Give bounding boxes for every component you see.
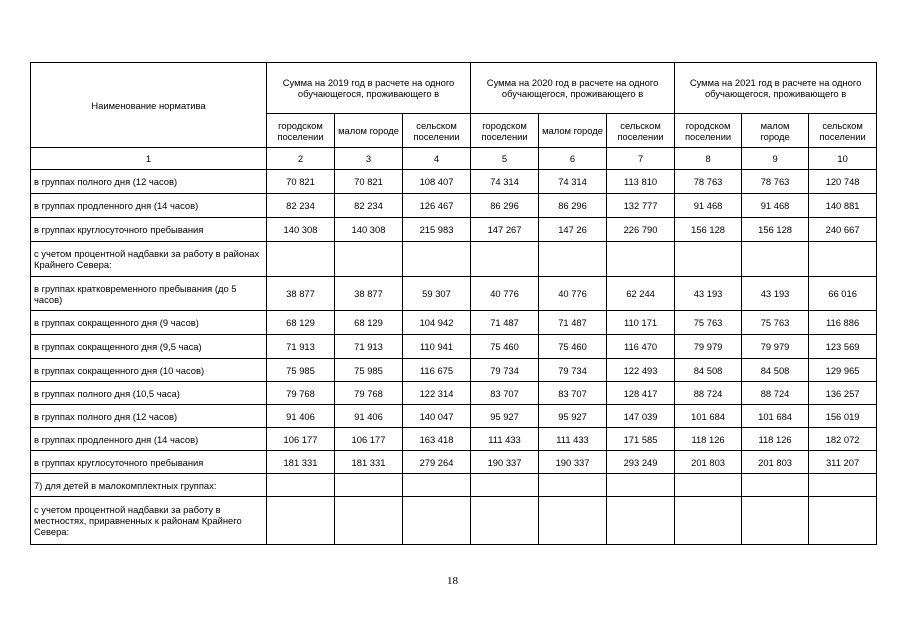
table-row: [31, 428, 877, 451]
normatives-table: [30, 62, 877, 545]
row-value: [471, 474, 539, 497]
row-value: 111 433: [471, 428, 539, 451]
row-value: [471, 242, 539, 277]
row-value: 126 467: [403, 194, 471, 218]
row-value: 116 470: [607, 335, 675, 359]
row-value: 132 777: [607, 194, 675, 218]
row-value: 74 314: [471, 170, 539, 194]
row-value: 79 734: [471, 359, 539, 382]
row-value: 110 171: [607, 311, 675, 335]
row-value: 201 803: [742, 451, 809, 474]
row-value: 82 234: [267, 194, 335, 218]
row-value: 129 965: [809, 359, 877, 382]
row-value: 226 790: [607, 218, 675, 242]
row-value: 147 26: [539, 218, 607, 242]
table-row: [31, 451, 877, 474]
row-value: 163 418: [403, 428, 471, 451]
row-value: 279 264: [403, 451, 471, 474]
row-value: [675, 474, 742, 497]
row-value: 181 331: [267, 451, 335, 474]
column-number-row: [31, 148, 877, 170]
row-value: 43 193: [742, 277, 809, 311]
row-name: в группах сокращенного дня (10 часов): [31, 359, 267, 382]
row-value: 147 039: [607, 405, 675, 428]
row-value: 91 406: [335, 405, 403, 428]
row-value: 104 942: [403, 311, 471, 335]
row-value: 111 433: [539, 428, 607, 451]
row-value: [809, 242, 877, 277]
header-sub-small-town: малом городе: [335, 114, 403, 148]
row-value: 75 460: [471, 335, 539, 359]
row-value: 62 244: [607, 277, 675, 311]
column-number: 3: [335, 148, 403, 170]
row-value: 75 763: [675, 311, 742, 335]
header-sub-rural: сельском поселении: [607, 114, 675, 148]
row-value: 116 886: [809, 311, 877, 335]
column-number: 2: [267, 148, 335, 170]
header-sub-small-town: малом городе: [742, 114, 809, 148]
row-value: 128 417: [607, 382, 675, 405]
row-value: [809, 497, 877, 545]
row-value: 75 763: [742, 311, 809, 335]
row-value: [335, 497, 403, 545]
row-value: 116 675: [403, 359, 471, 382]
table-row: [31, 170, 877, 194]
row-value: 70 821: [335, 170, 403, 194]
row-value: 95 927: [471, 405, 539, 428]
row-value: 79 979: [675, 335, 742, 359]
row-name: 7) для детей в малокомплектных группах:: [31, 474, 267, 497]
row-name: в группах полного дня (12 часов): [31, 405, 267, 428]
row-value: 136 257: [809, 382, 877, 405]
column-number: 10: [809, 148, 877, 170]
row-value: [267, 474, 335, 497]
header-group-2021: Сумма на 2021 год в расчете на одного обучающегося, проживающего в: [675, 63, 877, 114]
table-row: [31, 405, 877, 428]
row-name: в группах сокращенного дня (9 часов): [31, 311, 267, 335]
row-value: [742, 474, 809, 497]
row-value: 86 296: [539, 194, 607, 218]
row-value: 101 684: [675, 405, 742, 428]
row-value: 156 128: [742, 218, 809, 242]
row-value: 122 493: [607, 359, 675, 382]
row-value: 190 337: [471, 451, 539, 474]
column-number: 8: [675, 148, 742, 170]
row-value: 108 407: [403, 170, 471, 194]
row-value: 79 734: [539, 359, 607, 382]
row-value: 95 927: [539, 405, 607, 428]
row-name: в группах круглосуточного пребывания: [31, 451, 267, 474]
header-sub-urban: городском поселении: [471, 114, 539, 148]
row-value: 201 803: [675, 451, 742, 474]
row-value: 118 126: [742, 428, 809, 451]
row-value: [675, 497, 742, 545]
table-row: [31, 335, 877, 359]
row-value: 75 985: [335, 359, 403, 382]
header-group-2019: Сумма на 2019 год в расчете на одного обучающегося, проживающего в: [267, 63, 471, 114]
row-value: 40 776: [539, 277, 607, 311]
row-value: 91 468: [675, 194, 742, 218]
row-value: 68 129: [335, 311, 403, 335]
row-value: 71 913: [267, 335, 335, 359]
row-value: 78 763: [675, 170, 742, 194]
row-value: 84 508: [675, 359, 742, 382]
header-sub-urban: городском поселении: [675, 114, 742, 148]
row-value: 75 985: [267, 359, 335, 382]
table-row: [31, 382, 877, 405]
column-number: 9: [742, 148, 809, 170]
row-value: 88 724: [742, 382, 809, 405]
row-value: 91 406: [267, 405, 335, 428]
row-value: 156 128: [675, 218, 742, 242]
row-value: 88 724: [675, 382, 742, 405]
row-value: 118 126: [675, 428, 742, 451]
column-number: 5: [471, 148, 539, 170]
row-value: 66 016: [809, 277, 877, 311]
row-value: 84 508: [742, 359, 809, 382]
table-row: [31, 474, 877, 497]
row-value: [607, 474, 675, 497]
row-value: [471, 497, 539, 545]
row-value: 91 468: [742, 194, 809, 218]
row-value: 86 296: [471, 194, 539, 218]
row-name: в группах кратковременного пребывания (до 5 часов): [31, 277, 267, 311]
row-value: 140 308: [335, 218, 403, 242]
row-value: [675, 242, 742, 277]
row-value: 171 585: [607, 428, 675, 451]
row-name: в группах продленного дня (14 часов): [31, 194, 267, 218]
row-value: 79 768: [335, 382, 403, 405]
row-value: 106 177: [335, 428, 403, 451]
row-value: 122 314: [403, 382, 471, 405]
column-number: 6: [539, 148, 607, 170]
row-value: [267, 497, 335, 545]
row-value: 123 569: [809, 335, 877, 359]
column-number: 1: [31, 148, 267, 170]
header-sub-urban: городском поселении: [267, 114, 335, 148]
header-sub-rural: сельском поселении: [403, 114, 471, 148]
row-value: [539, 497, 607, 545]
row-value: 71 487: [539, 311, 607, 335]
row-value: 140 308: [267, 218, 335, 242]
row-name: с учетом процентной надбавки за работу в местностях, приравненных к районам Крайнего Севера:: [31, 497, 267, 545]
row-value: 83 707: [539, 382, 607, 405]
row-value: 43 193: [675, 277, 742, 311]
row-value: 82 234: [335, 194, 403, 218]
row-value: 38 877: [267, 277, 335, 311]
row-value: 83 707: [471, 382, 539, 405]
header-group-2020: Сумма на 2020 год в расчете на одного обучающегося, проживающего в: [471, 63, 675, 114]
row-value: 78 763: [742, 170, 809, 194]
header-name-col: Наименование норматива: [31, 63, 267, 148]
table-row: [31, 359, 877, 382]
row-value: 120 748: [809, 170, 877, 194]
row-value: [539, 474, 607, 497]
column-number: 7: [607, 148, 675, 170]
row-value: 215 983: [403, 218, 471, 242]
row-value: 190 337: [539, 451, 607, 474]
row-value: 70 821: [267, 170, 335, 194]
row-value: 68 129: [267, 311, 335, 335]
row-value: [742, 242, 809, 277]
header-sub-small-town: малом городе: [539, 114, 607, 148]
row-value: 38 877: [335, 277, 403, 311]
row-value: 79 768: [267, 382, 335, 405]
row-value: 293 249: [607, 451, 675, 474]
row-value: [403, 474, 471, 497]
table-row: [31, 311, 877, 335]
row-value: 140 881: [809, 194, 877, 218]
row-value: 156 019: [809, 405, 877, 428]
row-value: [742, 497, 809, 545]
row-name: в группах продленного дня (14 часов): [31, 428, 267, 451]
row-value: [539, 242, 607, 277]
row-value: 71 913: [335, 335, 403, 359]
row-name: с учетом процентной надбавки за работу в районах Крайнего Севера:: [31, 242, 267, 277]
table-row: [31, 218, 877, 242]
row-value: [267, 242, 335, 277]
row-value: 140 047: [403, 405, 471, 428]
row-value: 106 177: [267, 428, 335, 451]
row-value: [403, 242, 471, 277]
page-number: 18: [447, 575, 458, 587]
row-value: 182 072: [809, 428, 877, 451]
row-value: 101 684: [742, 405, 809, 428]
row-value: 79 979: [742, 335, 809, 359]
row-value: [607, 242, 675, 277]
row-value: [607, 497, 675, 545]
row-value: 71 487: [471, 311, 539, 335]
row-value: 311 207: [809, 451, 877, 474]
row-value: 40 776: [471, 277, 539, 311]
row-value: 113 810: [607, 170, 675, 194]
row-value: [809, 474, 877, 497]
row-value: [335, 242, 403, 277]
row-name: в группах полного дня (12 часов): [31, 170, 267, 194]
row-name: в группах полного дня (10,5 часа): [31, 382, 267, 405]
row-value: 74 314: [539, 170, 607, 194]
row-value: 59 307: [403, 277, 471, 311]
row-value: [335, 474, 403, 497]
row-value: 181 331: [335, 451, 403, 474]
header-row-groups: [31, 63, 877, 114]
row-value: 75 460: [539, 335, 607, 359]
table-row: [31, 242, 877, 277]
row-value: 147 267: [471, 218, 539, 242]
row-name: в группах круглосуточного пребывания: [31, 218, 267, 242]
row-name: в группах сокращенного дня (9,5 часа): [31, 335, 267, 359]
table-row: [31, 277, 877, 311]
header-sub-rural: сельском поселении: [809, 114, 877, 148]
table-row: [31, 194, 877, 218]
row-value: [403, 497, 471, 545]
row-value: 240 667: [809, 218, 877, 242]
row-value: 110 941: [403, 335, 471, 359]
column-number: 4: [403, 148, 471, 170]
table-row: [31, 497, 877, 545]
